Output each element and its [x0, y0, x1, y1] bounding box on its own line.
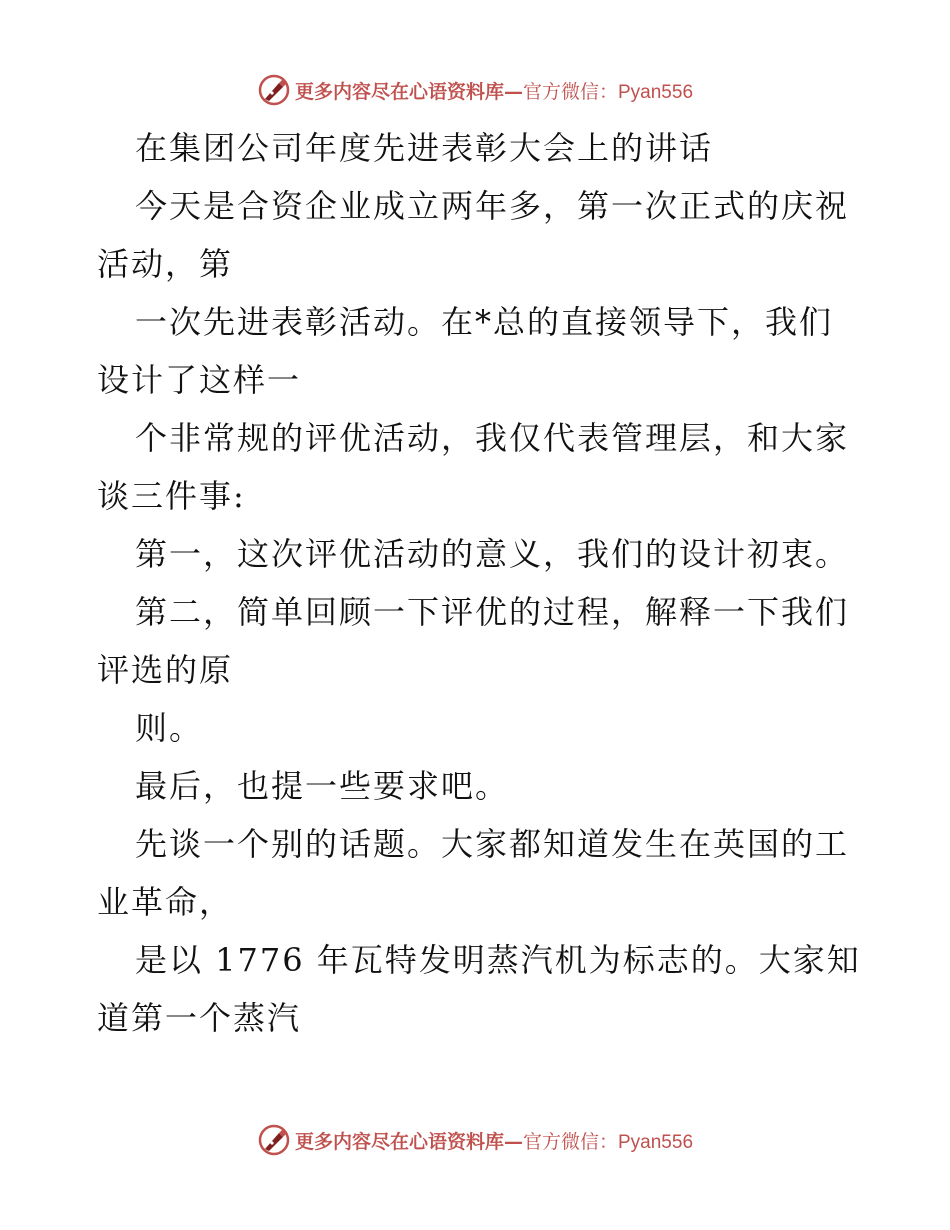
text-line: 今天是合资企业成立两年多，第一次正式的庆祝 — [135, 187, 850, 225]
banner-wechat-account: 官方微信：Pyan556 — [523, 81, 694, 103]
footer-banner — [0, 1120, 950, 1160]
banner-slogan: 更多内容尽在心语资料库— — [294, 80, 523, 103]
text-line: 在集团公司年度先进表彰大会上的讲话 — [135, 129, 714, 167]
text-line: 业革命， — [97, 883, 234, 921]
document-body — [97, 119, 861, 1047]
text-line: 先谈一个别的话题。大家都知道发生在英国的工 — [135, 825, 850, 863]
pen-nib-logo-icon — [257, 1123, 291, 1157]
text-line: 谈三件事: — [97, 477, 246, 515]
text-line: 道第一个蒸汽 — [97, 999, 302, 1037]
text-line: 一次先进表彰活动。在*总的直接领导下，我们 — [135, 303, 834, 341]
banner-wechat-account: 官方微信：Pyan556 — [523, 1131, 694, 1153]
text-line: 是以 1776 年瓦特发明蒸汽机为标志的。大家知 — [135, 941, 861, 979]
text-line: 最后，也提一些要求吧。 — [135, 767, 510, 805]
text-line: 第一，这次评优活动的意义，我们的设计初衷。 — [135, 535, 850, 573]
text-line: 个非常规的评优活动，我仅代表管理层，和大家 — [135, 419, 850, 457]
header-banner — [0, 70, 950, 110]
text-line: 设计了这样一 — [97, 361, 302, 399]
text-line: 则。 — [135, 709, 204, 747]
text-line: 活动，第 — [97, 245, 234, 283]
pen-nib-logo-icon — [257, 73, 291, 107]
text-line: 评选的原 — [97, 651, 234, 689]
text-line: 第二，简单回顾一下评优的过程，解释一下我们 — [135, 593, 850, 631]
banner-slogan: 更多内容尽在心语资料库— — [294, 1130, 523, 1153]
